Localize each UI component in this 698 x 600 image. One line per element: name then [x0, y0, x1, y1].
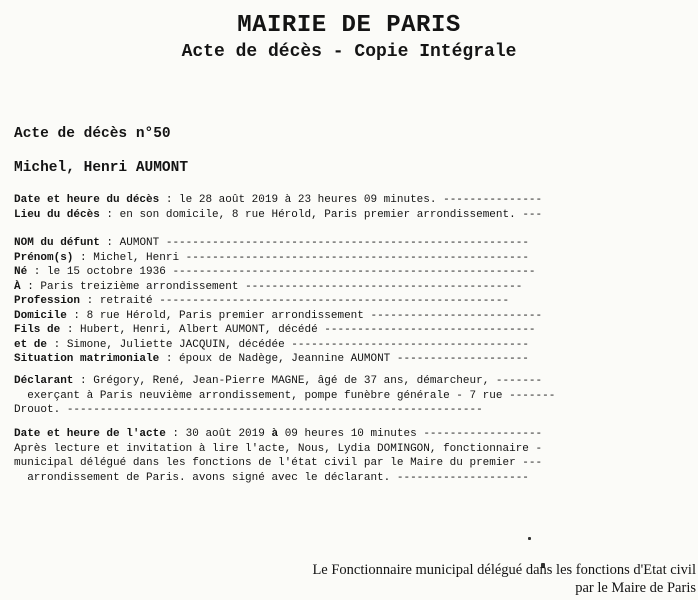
- ne-label: Né: [14, 266, 28, 278]
- declarant-value-1: Grégory, René, Jean-Pierre MAGNE, âgé de 37 ans, démarcheur,: [93, 375, 490, 387]
- signature-line-1: Le Fonctionnaire municipal délégué dans les fonctions d'Etat civil: [312, 562, 696, 578]
- et-de-label: et de: [14, 338, 48, 351]
- filler-dashes: -------: [495, 375, 543, 387]
- declarant-line-3: [14, 403, 694, 418]
- ne-value: le 15 octobre 1936: [47, 266, 166, 278]
- signature-line-2: par le Maire de Paris: [575, 580, 696, 596]
- death-date-value: le 28 août 2019 à 23 heures 09 minutes.: [179, 194, 437, 206]
- domicile-value: 8 rue Hérold, Paris premier arrondissement: [86, 309, 364, 322]
- situation-line: Situation matrimoniale : époux de Nadège, Jeannine AUMONT --------------------: [14, 353, 529, 365]
- filler-dashes: -------------------------------------------------------: [165, 237, 529, 249]
- act-date-line: Date et heure de l'acte : 30 août 2019 à 09 heures 10 minutes ------------------: [14, 428, 543, 440]
- death-place-line: Lieu du décès : en son domicile, 8 rue Hérold, Paris premier arrondissement. ---: [14, 208, 543, 221]
- act-time-value: 09 heures 10 minutes: [284, 428, 417, 440]
- act-line-2: municipal délégué dans les fonctions de l'état civil par le Maire du premier ---: [14, 457, 543, 469]
- act-number: Acte de décès n°50: [14, 126, 171, 142]
- fils-value: Hubert, Henri, Albert AUMONT, décédé: [80, 324, 318, 336]
- filler-dashes: ------------------------------------------: [245, 280, 523, 293]
- fils-line: Fils de : Hubert, Henri, Albert AUMONT, décédé --------------------------------: [14, 324, 536, 336]
- situation-label: Situation matrimoniale: [14, 353, 160, 365]
- act-a-word: à: [271, 428, 279, 440]
- act-date-value: 30 août 2019: [185, 428, 265, 440]
- act-date-label: Date et heure de l'acte: [14, 428, 166, 440]
- act-line-1: Après lecture et invitation à lire l'acte, Nous, Lydia DOMINGON, fonctionnaire -: [14, 442, 543, 455]
- deceased-section: [14, 236, 694, 367]
- filler-dashes: ----------------------------------------------------: [185, 251, 529, 264]
- ne-line: Né : le 15 octobre 1936 -------------------------------------------------------: [14, 266, 536, 278]
- filler-dashes: -------: [509, 389, 556, 402]
- filler-dashes: ---------------: [443, 194, 543, 206]
- declarant-value-2: exerçant à Paris neuvième arrondissement, pompe funèbre générale - 7 rue: [27, 389, 503, 402]
- declarant-line-1: Déclarant : Grégory, René, Jean-Pierre MAGNE, âgé de 37 ans, démarcheur, -------: [14, 375, 543, 387]
- death-date-label: Date et heure du décès: [14, 194, 160, 206]
- a-value: Paris treizième arrondissement: [40, 280, 239, 293]
- person-name: Michel, Henri AUMONT: [14, 160, 189, 176]
- filler-dashes: --------------------------------: [324, 324, 536, 336]
- profession-value: retraité: [99, 295, 153, 307]
- filler-dashes: -----------------------------------------------------: [159, 295, 510, 307]
- document-subtitle: Acte de décès - Copie Intégrale: [181, 42, 517, 62]
- death-place-label: Lieu du décès: [14, 208, 100, 221]
- prenom-label: Prénom(s): [14, 251, 74, 264]
- declarant-value-3: Drouot.: [14, 404, 61, 416]
- document-title: MAIRIE DE PARIS: [237, 12, 461, 39]
- domicile-line: Domicile : 8 rue Hérold, Paris premier arrondissement --------------------------: [14, 309, 543, 322]
- filler-dashes: --------------------: [396, 471, 529, 484]
- filler-dashes: --------------------------: [370, 309, 543, 322]
- declarant-section: [14, 374, 694, 418]
- et-de-value: Simone, Juliette JACQUIN, décédée: [66, 338, 285, 351]
- nom-label: NOM du défunt: [14, 237, 100, 249]
- a-label: À: [14, 280, 21, 293]
- act-line-3: [14, 471, 694, 486]
- death-section: [14, 193, 694, 222]
- fils-label: Fils de: [14, 324, 61, 336]
- nom-line: NOM du défunt : AUMONT -------------------------------------------------------: [14, 237, 529, 249]
- et-de-line: et de : Simone, Juliette JACQUIN, décédée ------------------------------------: [14, 338, 529, 351]
- profession-label: Profession: [14, 295, 81, 307]
- filler-dashes: -------------------------------------------------------: [172, 266, 536, 278]
- filler-dashes: ---: [522, 208, 543, 221]
- domicile-label: Domicile: [14, 309, 67, 322]
- declarant-label: Déclarant: [14, 375, 74, 387]
- a-line: À : Paris treizième arrondissement ------------------------------------------: [14, 280, 523, 293]
- filler-dashes: ---------------------------------------------------------------: [66, 404, 483, 416]
- filler-dashes: ------------------------------------: [291, 338, 529, 351]
- filler-dashes: ------------------: [423, 428, 543, 440]
- act-section: [14, 427, 694, 485]
- declarant-line-2: [14, 389, 694, 404]
- prenom-value: Michel, Henri: [93, 251, 180, 264]
- act-value-3: arrondissement de Paris. avons signé avec le déclarant.: [27, 471, 391, 484]
- nom-value: AUMONT: [119, 237, 160, 249]
- death-date-line: Date et heure du décès : le 28 août 2019 à 23 heures 09 minutes. ---------------: [14, 194, 543, 206]
- scan-speck: [528, 537, 531, 540]
- situation-value: époux de Nadège, Jeannine AUMONT: [179, 353, 391, 365]
- death-place-value: en son domicile, 8 rue Hérold, Paris premier arrondissement.: [119, 208, 516, 221]
- profession-line: Profession : retraité -----------------------------------------------------: [14, 295, 510, 307]
- prenom-line: Prénom(s) : Michel, Henri ----------------------------------------------------: [14, 251, 529, 264]
- filler-dashes: --------------------: [396, 353, 529, 365]
